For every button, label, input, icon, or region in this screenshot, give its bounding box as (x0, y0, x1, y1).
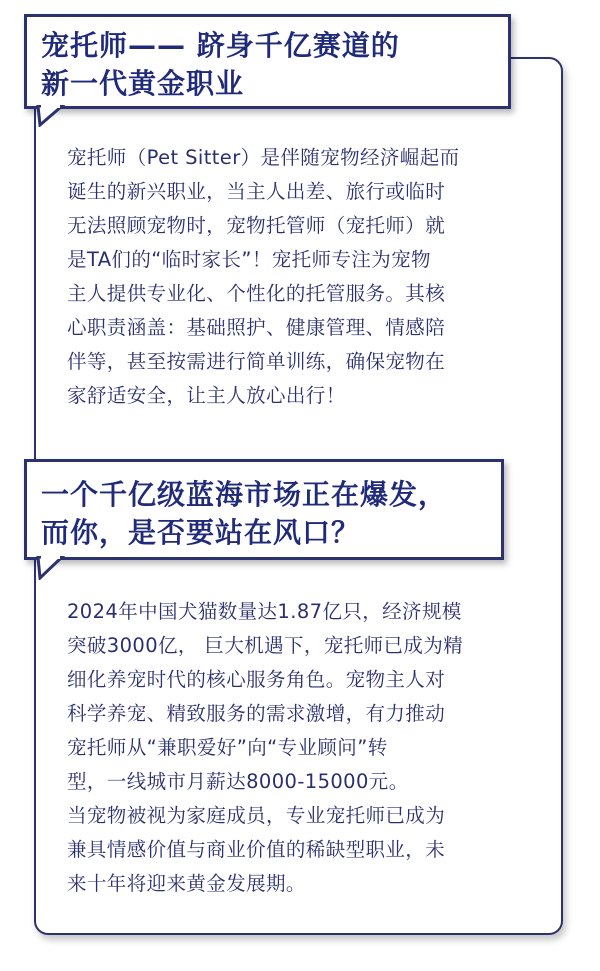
body-line: 来十年将迎来黄金发展期。 (67, 872, 306, 895)
body-line: 宠托师（Pet Sitter）是伴随宠物经济崛起而 (67, 146, 460, 169)
body-line: 兼具情感价值与商业价值的稀缺型职业，未 (67, 838, 446, 861)
section1-heading-line: 新一代黄金职业 (41, 67, 245, 100)
body-line: 无法照顾宠物时，宠物托管师（宠托师）就 (67, 214, 446, 237)
section2-heading-line: 而你，是否要站在风口？ (41, 516, 361, 549)
body-line: 宠托师从“兼职爱好”向“专业顾问”转 (67, 736, 388, 759)
body-line: 伴等，甚至按需进行简单训练，确保宠物在 (67, 350, 446, 373)
body-line: 型，一线城市月薪达8000-15000元。 (67, 770, 409, 793)
body-line: 主人提供专业化、个性化的托管服务。其核 (67, 282, 446, 305)
speech-tail-icon (36, 556, 66, 580)
section1-body (67, 141, 547, 413)
section1-heading-box (24, 14, 511, 109)
body-line: 细化养宠时代的核心服务角色。宠物主人对 (67, 668, 446, 691)
body-line: 诞生的新兴职业，当主人出差、旅行或临时 (67, 180, 446, 203)
body-line: 2024年中国犬猫数量达1.87亿只，经济规模 (67, 600, 462, 623)
body-line: 家舒适安全，让主人放心出行！ (67, 384, 346, 407)
body-line: 科学养宠、精致服务的需求激增，有力推动 (67, 702, 446, 725)
body-line: 当宠物被视为家庭成员，专业宠托师已成为 (67, 804, 446, 827)
body-line: 是TA们的“临时家长”！宠托师专注为宠物 (67, 248, 431, 271)
section1-heading-line: 宠托师—— 跻身千亿赛道的 (41, 29, 400, 62)
body-line: 心职责涵盖：基础照护、健康管理、情感陪 (67, 316, 446, 339)
section2-body (67, 595, 547, 901)
section2-heading-line: 一个千亿级蓝海市场正在爆发， (41, 478, 448, 511)
speech-tail-icon (36, 105, 66, 127)
body-line: 突破3000亿， 巨大机遇下，宠托师已成为精 (67, 634, 464, 657)
section2-heading-box (24, 459, 504, 560)
